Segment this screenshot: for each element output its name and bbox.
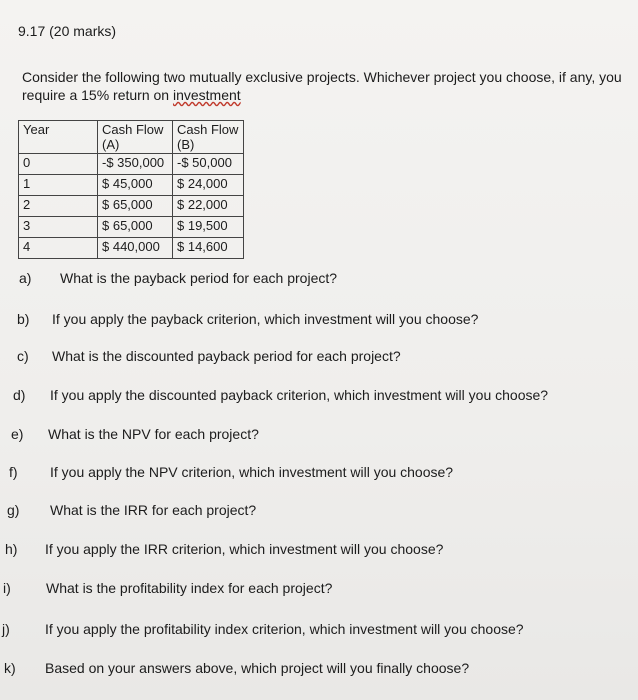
question-text: If you apply the discounted payback criterion, which investment will you choose? [50,387,549,403]
cell-year: 1 [19,175,98,196]
question-text: If you apply the NPV criterion, which investment will you choose? [50,464,454,480]
table-row [19,238,244,259]
intro-paragraph [22,68,622,104]
question-text: What is the profitability index for each project? [46,580,333,596]
header-cash-flow-a: Cash Flow (A) [98,121,173,154]
cell-cash-flow-a: -$ 350,000 [98,154,173,175]
cell-cash-flow-b: $ 14,600 [173,238,244,259]
question-text: If you apply the payback criterion, which investment will you choose? [52,311,479,327]
header-year: Year [19,121,98,154]
question-text: What is the payback period for each project? [60,270,338,286]
question-label: g) [7,502,20,518]
question-label: i) [3,580,11,596]
cell-cash-flow-b: $ 24,000 [173,175,244,196]
intro-text: Consider the following two mutually exclusive projects. Whichever project you choose, if any, you require a 15% return on [22,69,622,103]
question-text: If you apply the IRR criterion, which investment will you choose? [45,541,444,557]
question-text: What is the NPV for each project? [48,426,259,442]
header-cash-flow-b: Cash Flow (B) [173,121,244,154]
intro-underlined-word: investment [172,87,241,103]
question-label: f) [9,464,18,480]
cell-cash-flow-a: $ 65,000 [98,217,173,238]
table-row [19,217,244,238]
cell-cash-flow-b: $ 19,500 [173,217,244,238]
cell-year: 0 [19,154,98,175]
question-label: a) [19,270,32,286]
cell-cash-flow-b: $ 22,000 [173,196,244,217]
table-header-row [19,121,244,154]
table-row [19,196,244,217]
question-label: b) [17,311,30,327]
question-text: If you apply the profitability index criterion, which investment will you choose? [45,621,524,637]
table-row [19,154,244,175]
question-label: c) [17,348,29,364]
question-label: j) [2,621,10,637]
question-text: Based on your answers above, which project will you finally choose? [45,660,470,676]
cell-cash-flow-a: $ 45,000 [98,175,173,196]
cell-year: 4 [19,238,98,259]
cell-cash-flow-b: -$ 50,000 [173,154,244,175]
cell-year: 3 [19,217,98,238]
question-text: What is the IRR for each project? [50,502,257,518]
question-label: k) [4,660,16,676]
cell-cash-flow-a: $ 65,000 [98,196,173,217]
question-label: d) [13,387,26,403]
cell-year: 2 [19,196,98,217]
question-title: 9.17 (20 marks) [18,23,117,39]
table-row [19,175,244,196]
question-label: h) [5,541,18,557]
question-text: What is the discounted payback period for each project? [52,348,401,364]
cell-cash-flow-a: $ 440,000 [98,238,173,259]
question-label: e) [11,426,24,442]
cash-flow-table [18,120,244,259]
